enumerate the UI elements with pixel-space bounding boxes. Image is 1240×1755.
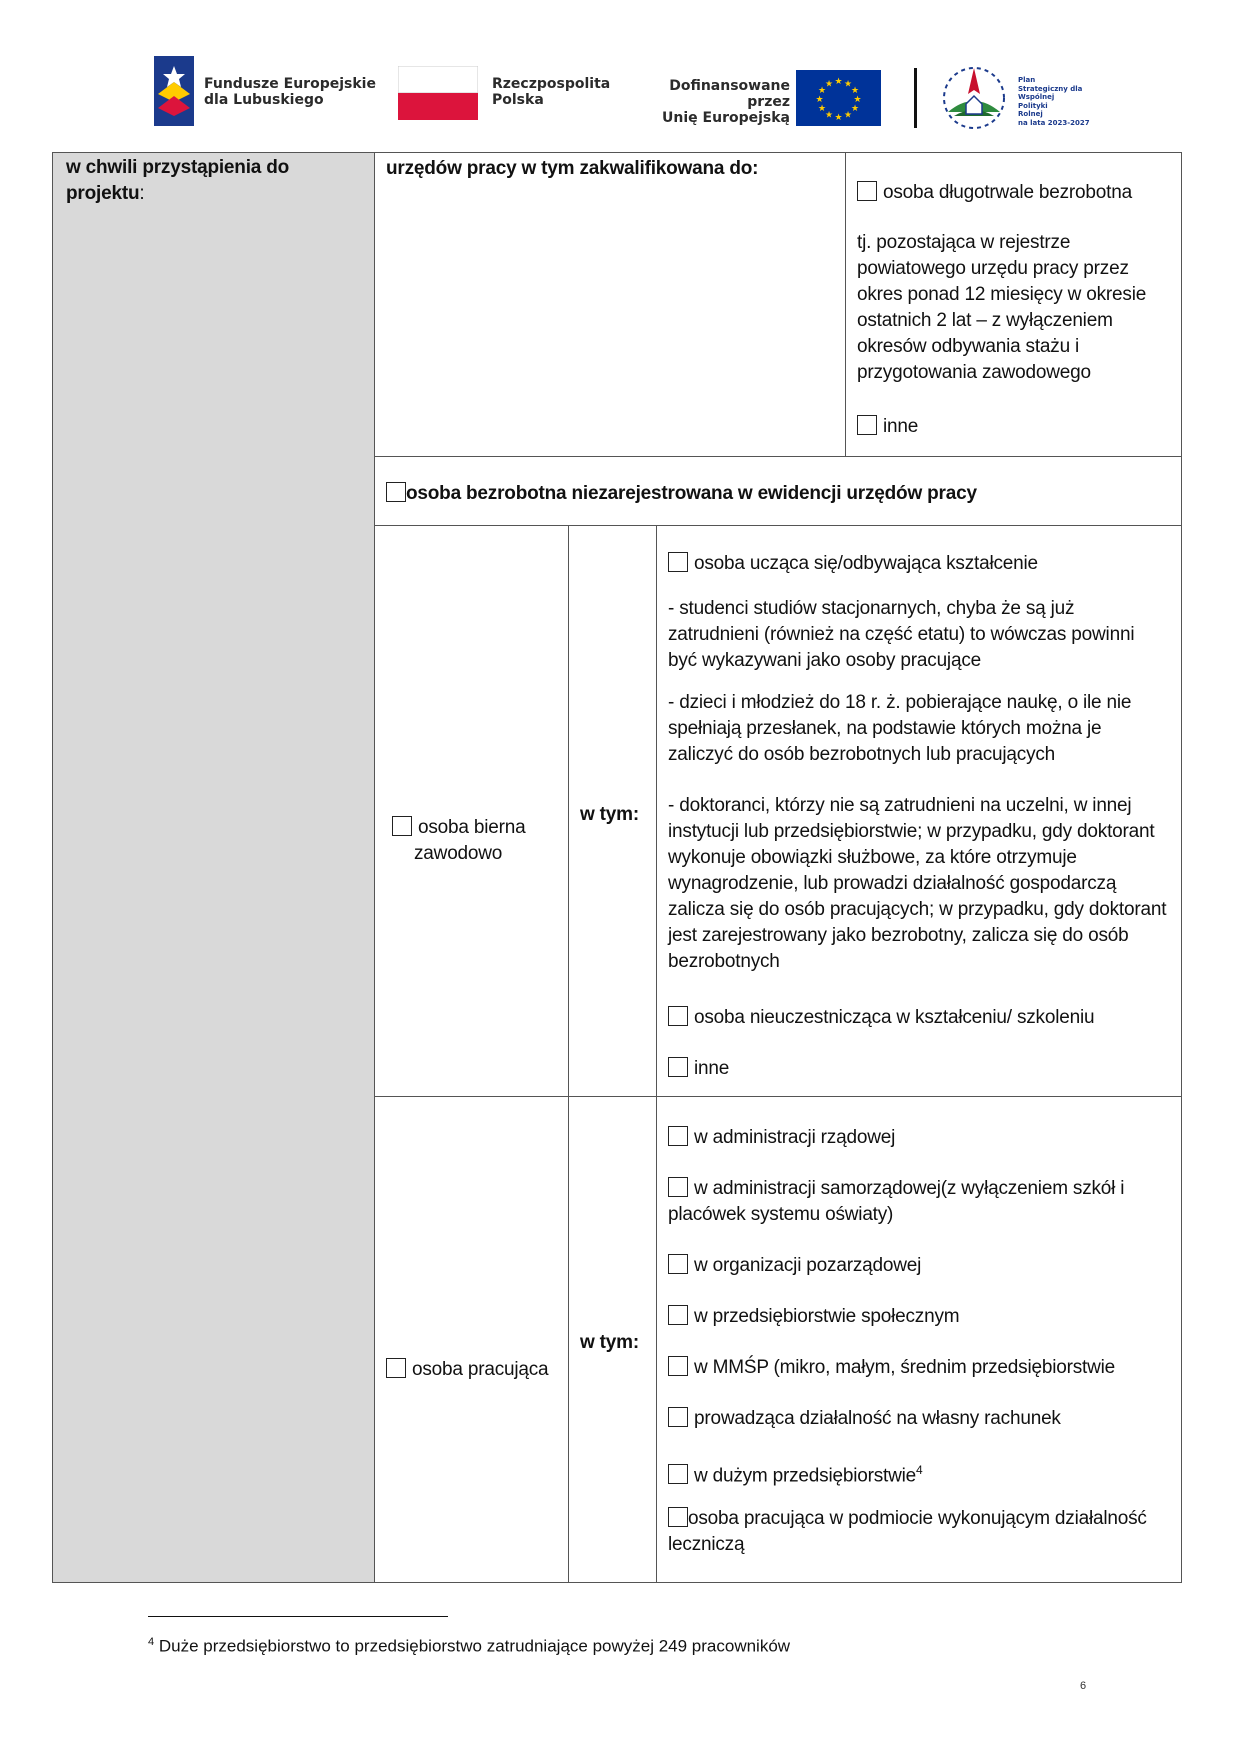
svg-text:★: ★: [853, 95, 862, 105]
option-social-enterprise[interactable]: [668, 1304, 959, 1330]
option-label: w administracji samorządowej(z wyłączeniem szkół i: [694, 1178, 1125, 1199]
option-label: osoba pracująca: [412, 1359, 549, 1380]
option-label-cont: zawodowo: [414, 843, 503, 864]
footnote-text: Duże przedsiębiorstwo to przedsiębiorstwo zatrudniające powyżej 249 pracowników: [158, 1636, 791, 1656]
svg-text:★: ★: [824, 79, 834, 90]
wpr-logo-text-6: na lata 2023-2027: [1018, 118, 1090, 127]
svg-text:★: ★: [843, 110, 853, 121]
long-term-description: [857, 230, 1146, 386]
option-not-learning[interactable]: [668, 1005, 1094, 1031]
footnote: [148, 1631, 790, 1658]
wpr-logo-icon: [934, 60, 1014, 130]
option-ngo[interactable]: [668, 1253, 921, 1279]
svg-text:★: ★: [815, 95, 824, 105]
desc-line: ostatnich 2 lat – z wyłączeniem: [857, 310, 1113, 331]
desc-line: instytucji lub przedsiębiorstwie; w przypadku, gdy doktorant: [668, 821, 1155, 842]
phd-description: [668, 793, 1176, 975]
checkbox[interactable]: [668, 1057, 688, 1077]
option-label: w organizacji pozarządowej: [694, 1255, 922, 1276]
fe-logo-text-2: dla Lubuskiego: [204, 92, 324, 108]
checkbox[interactable]: [857, 415, 877, 435]
students-description: [668, 596, 1176, 674]
page-number: 6: [1080, 1680, 1087, 1692]
rp-logo-text-2: Polska: [492, 92, 544, 108]
option-label: osoba pracująca w podmiocie wykonującym działalność: [688, 1508, 1147, 1529]
option-label-cont: leczniczą: [668, 1534, 745, 1555]
option-inactive[interactable]: [392, 815, 564, 867]
wpr-logo-text-3: Wspólnej: [1018, 93, 1055, 101]
option-label: inne: [694, 1058, 730, 1079]
wpr-logo-text-1: Plan: [1018, 76, 1036, 84]
svg-text:★: ★: [850, 86, 860, 96]
ue-logo-text-2: Unię Europejską: [662, 110, 790, 126]
option-label: osoba ucząca się/odbywająca kształcenie: [694, 553, 1038, 574]
registered-heading: urzędów pracy w tym zakwalifikowana do:: [386, 158, 759, 179]
option-long-term-unemployed[interactable]: [857, 180, 1132, 206]
desc-line: tj. pozostająca w rejestrze: [857, 232, 1071, 253]
desc-line: powiatowego urzędu pracy przez: [857, 258, 1129, 279]
option-unregistered-unemployed[interactable]: [386, 481, 977, 507]
svg-text:★: ★: [817, 104, 827, 114]
svg-text:★: ★: [817, 86, 827, 96]
svg-text:★: ★: [843, 79, 853, 90]
option-label: w MMŚP (mikro, małym, średnim przedsiębiorstwie: [694, 1357, 1116, 1378]
footnote-ref[interactable]: 4: [916, 1463, 923, 1477]
option-label: osoba bezrobotna niezarejestrowana w ewidencji urzędów pracy: [406, 483, 977, 504]
ue-logo-text-1: Dofinansowane przez: [669, 78, 790, 110]
option-label: w dużym przedsiębiorstwie: [694, 1465, 917, 1487]
desc-line: okres ponad 12 miesięcy w okresie: [857, 284, 1147, 305]
checkbox[interactable]: [668, 1464, 688, 1484]
desc-line: być wykazywani jako osoby pracujące: [668, 650, 981, 671]
svg-text:★: ★: [834, 113, 843, 123]
left-label-colon: :: [139, 183, 145, 204]
desc-line: zalicza się do osób pracujących; w przypadku, gdy doktorant: [668, 899, 1167, 920]
left-label-cell: [52, 152, 374, 1582]
checkbox[interactable]: [668, 1126, 688, 1146]
footnote-separator: [148, 1616, 448, 1617]
desc-line: zaliczyć do osób bezrobotnych lub pracujących: [668, 744, 1056, 765]
logo-divider: [914, 68, 917, 128]
option-self-employed[interactable]: [668, 1406, 1061, 1432]
desc-line: wynagrodzenie, lub prowadzi działalność gospodarczą: [668, 873, 1117, 894]
checkbox[interactable]: [668, 552, 688, 572]
left-label-part1: w chwili przystąpienia do: [66, 157, 290, 178]
option-label-cont: placówek systemu oświaty): [668, 1204, 894, 1225]
rp-logo-text-1: Rzeczpospolita: [492, 76, 611, 92]
checkbox[interactable]: [668, 1177, 688, 1197]
desc-line: zatrudnieni (również na część etatu) to wówczas powinni: [668, 624, 1135, 645]
left-label-part2: projektu: [66, 183, 140, 204]
option-label: osoba bierna: [418, 817, 526, 838]
checkbox[interactable]: [668, 1254, 688, 1274]
option-label: inne: [883, 416, 919, 437]
left-label: [66, 155, 356, 207]
polish-flag-icon: [398, 66, 478, 120]
option-medical[interactable]: [668, 1506, 1176, 1558]
desc-line: bezrobotnych: [668, 951, 780, 972]
checkbox[interactable]: [668, 1305, 688, 1325]
option-registered-other[interactable]: [857, 414, 918, 440]
wpr-logo-text-2: Strategiczny dla: [1018, 84, 1083, 93]
option-label: w administracji rządowej: [694, 1127, 896, 1148]
checkbox[interactable]: [386, 1358, 406, 1378]
checkbox[interactable]: [857, 181, 877, 201]
svg-text:★: ★: [834, 77, 843, 87]
option-label: osoba długotrwale bezrobotna: [883, 182, 1132, 203]
svg-text:★: ★: [824, 110, 834, 121]
checkbox[interactable]: [668, 1507, 688, 1527]
desc-line: okresów odbywania stażu i: [857, 336, 1080, 357]
fe-logo-icon: [154, 56, 194, 126]
desc-line: jest zarejestrowany jako bezrobotny, zalicza się do osób: [668, 925, 1129, 946]
desc-line: - doktoranci, którzy nie są zatrudnieni na uczelni, w innej: [668, 795, 1132, 816]
option-inactive-other[interactable]: [668, 1056, 729, 1082]
option-label: prowadząca działalność na własny rachunek: [694, 1408, 1061, 1429]
wpr-logo-text-5: Rolnej: [1018, 110, 1043, 118]
option-large-enterprise[interactable]: [668, 1457, 923, 1489]
fe-logo-text-1: Fundusze Europejskie: [204, 76, 376, 92]
checkbox[interactable]: [386, 482, 406, 502]
option-employed[interactable]: [386, 1357, 548, 1383]
svg-text:★: ★: [850, 104, 860, 114]
option-local-admin[interactable]: [668, 1176, 1176, 1228]
checkbox[interactable]: [392, 816, 412, 836]
option-label: osoba nieuczestnicząca w kształceniu/ szkoleniu: [694, 1007, 1095, 1028]
wpr-logo-text-4: Polityki: [1018, 101, 1048, 110]
checkbox[interactable]: [668, 1356, 688, 1376]
eu-flag-icon: [796, 70, 881, 126]
wtym-label-inactive: w tym:: [580, 804, 639, 825]
desc-line: wykonuje obowiązki służbowe, za które otrzymuje: [668, 847, 1077, 868]
children-description: [668, 690, 1176, 768]
desc-line: - dzieci i młodzież do 18 r. ż. pobierające naukę, o ile nie: [668, 692, 1132, 713]
option-smes[interactable]: [668, 1355, 1115, 1381]
option-learning[interactable]: [668, 551, 1038, 577]
desc-line: spełniają przesłanek, na podstawie których można je: [668, 718, 1102, 739]
option-gov-admin[interactable]: [668, 1125, 895, 1151]
option-label: w przedsiębiorstwie społecznym: [694, 1306, 960, 1327]
footnote-marker: 4: [148, 1636, 155, 1648]
desc-line: - studenci studiów stacjonarnych, chyba że są już: [668, 598, 1075, 619]
wtym-label-employed: w tym:: [580, 1332, 639, 1353]
checkbox[interactable]: [668, 1407, 688, 1427]
checkbox[interactable]: [668, 1006, 688, 1026]
desc-line: przygotowania zawodowego: [857, 362, 1091, 383]
